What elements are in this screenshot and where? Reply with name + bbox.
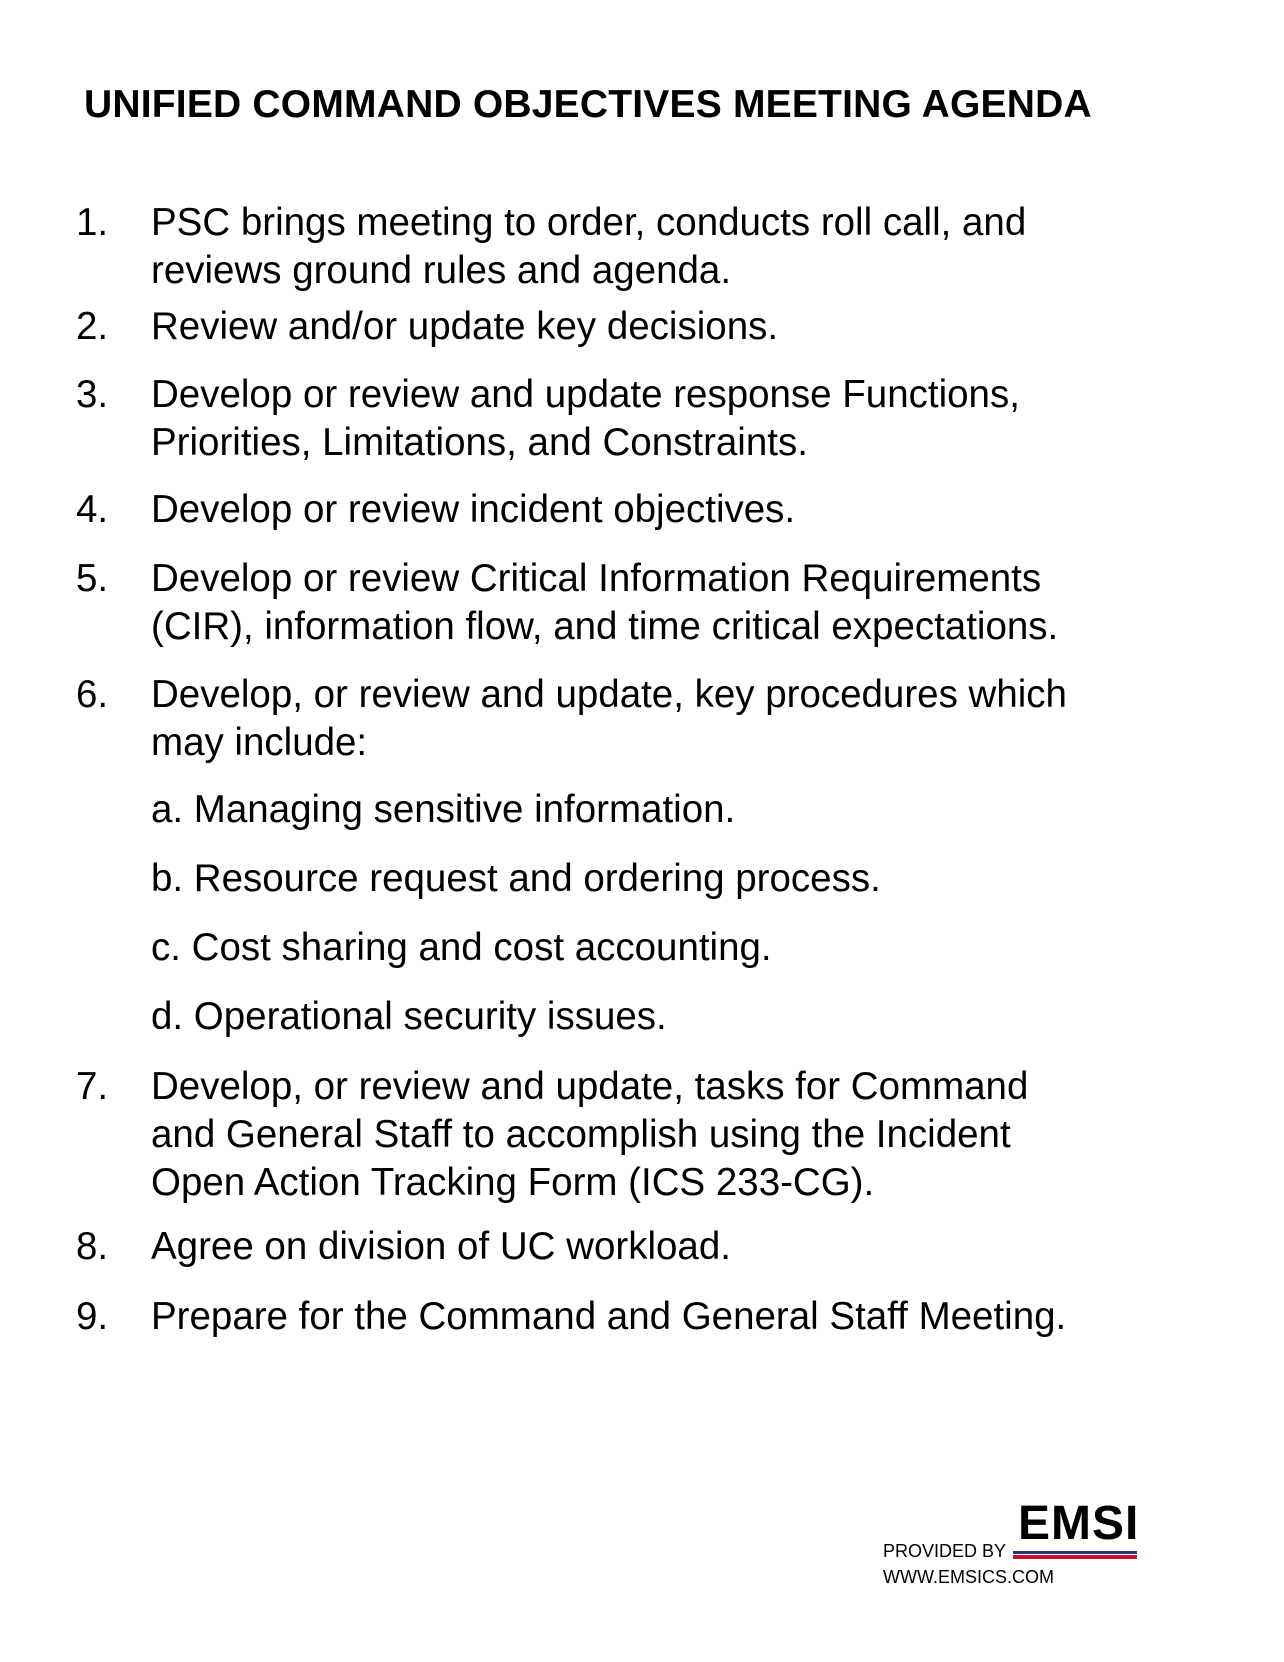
agenda-item-text [151,1293,1151,1341]
agenda-item-line: Open Action Tracking Form (ICS 233-CG). [151,1161,875,1204]
logo-underline-red [1013,1555,1137,1559]
agenda-item-line: (CIR), information flow, and time critical expectations. [151,605,1059,648]
agenda-item-text [151,486,1151,534]
agenda-item-line: reviews ground rules and agenda. [151,249,732,292]
agenda-item-text [151,303,1151,351]
agenda-item-line: and General Staff to accomplish using the Incident [151,1113,1011,1156]
agenda-item-number: 5. [76,557,109,600]
agenda-subitem-c: c. Cost sharing and cost accounting. [151,926,772,969]
agenda-item-text [151,1063,1151,1207]
agenda-item-number: 9. [76,1295,109,1338]
agenda-item-number: 2. [76,305,109,348]
agenda-item-text [151,671,1151,767]
agenda-item-line: Develop or review incident objectives. [151,488,796,531]
agenda-subitem-d: d. Operational security issues. [151,995,667,1038]
website-url: WWW.EMSICS.COM [883,1567,1054,1587]
agenda-item-number: 3. [76,373,109,416]
agenda-item-text [151,199,1151,295]
agenda-item-line: Develop, or review and update, tasks for Command [151,1065,1029,1108]
footer [883,1498,1183,1608]
agenda-item-number: 6. [76,673,109,716]
agenda-item-line: Prepare for the Command and General Staff Meeting. [151,1295,1067,1338]
agenda-item-line: Develop or review Critical Information Requirements [151,557,1042,600]
agenda-item-line: Agree on division of UC workload. [151,1225,731,1268]
agenda-item-line: Priorities, Limitations, and Constraints. [151,421,808,464]
agenda-item-line: may include: [151,721,368,764]
page-title: UNIFIED COMMAND OBJECTIVES MEETING AGENDA [84,83,1092,126]
emsi-logo: EMSI [1018,1497,1140,1550]
agenda-item-line: Develop, or review and update, key procedures which [151,673,1067,716]
logo-underline-blue [1013,1551,1137,1554]
agenda-item-number: 8. [76,1225,109,1268]
agenda-item-line: PSC brings meeting to order, conducts roll call, and [151,201,1027,244]
agenda-item-number: 4. [76,488,109,531]
agenda-item-text [151,1223,1151,1271]
agenda-item-number: 7. [76,1065,109,1108]
agenda-item-number: 1. [76,201,109,244]
provided-by-label: PROVIDED BY [883,1541,1007,1561]
agenda-item-text [151,371,1151,467]
agenda-item-line: Review and/or update key decisions. [151,305,779,348]
agenda-subitem-a: a. Managing sensitive information. [151,788,736,831]
agenda-subitem-b: b. Resource request and ordering process. [151,857,881,900]
agenda-item-line: Develop or review and update response Functions, [151,373,1020,416]
agenda-item-text [151,555,1151,651]
